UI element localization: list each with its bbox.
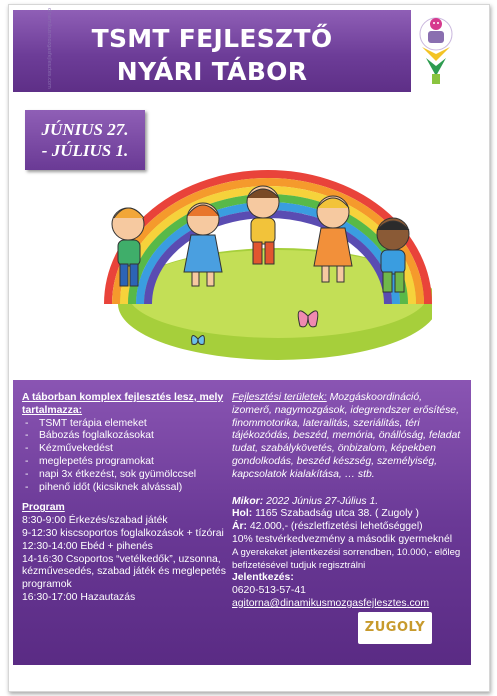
email-link[interactable]: agitorna@dinamikusmozgasfejlesztes.com (232, 597, 430, 609)
program-item: 9-12:30 kiscsoportos foglalkozások + tízórai (22, 527, 224, 539)
features-list (22, 418, 232, 495)
title-line-1: TSMT FEJLESZTŐ (91, 24, 333, 53)
figure-logo-icon (416, 14, 456, 90)
right-column (232, 392, 464, 611)
registration-note: A gyerekeket jelentkezési sorrendben, 10.000,- előleg befizetésével tudjuk regisztrálni (232, 546, 461, 571)
zugoly-logo (358, 612, 432, 644)
discount-text: 10% testvérkedvezmény a második gyermeknél (232, 533, 453, 545)
when-row (232, 496, 464, 509)
date-line-1: JÚNIUS 27. (41, 120, 129, 139)
price-row (232, 521, 464, 534)
program-item: 14-16:30 Csoportos “vetélkedők”, uzsonna, kézművesedés, szabad játék és meglepetés programok (22, 553, 226, 591)
price-value: 42.000,- (részletfizetési lehetőséggel) (247, 521, 423, 533)
when-label: Mikor: (232, 495, 264, 507)
apply-label: Jelentkezés: (232, 572, 294, 584)
where-value: 1165 Szabadság utca 38. ( Zugoly ) (252, 508, 419, 520)
title-line-2: NYÁRI TÁBOR (116, 57, 308, 86)
when-value: 2022 Június 27-Július 1. (263, 495, 379, 507)
list-item: - TSMT terápia elemeket (22, 418, 232, 431)
date-line-2: - JÚLIUS 1. (41, 141, 129, 160)
development-text: Mozgáskoordináció, izomerő, nagymozgások, idegrendszer erősítése, finommotorika, lateralitás, szeriálitás, téri tájékozódás, beszéd, memória, önállóság, feladat tudat, szabálykövetés, önbizalom, képekben gondolkodás, beszéd készség, személyiség, kapcsolatok kialakítása, … stb. (232, 392, 461, 480)
intro-text: A táborban komplex fejlesztés lesz, mely tartalmazza: (22, 392, 224, 416)
list-item: - pihenő időt (kicsiknek alvással) (22, 482, 232, 495)
program-item: 8:30-9:00 Érkezés/szabad játék (22, 515, 168, 527)
logo-website-text: dinamikusmozgasfejlesztes.com (46, 8, 52, 89)
program-item: 12:30-14:00 Ebéd + pihenés (22, 540, 153, 552)
program-item: 16:30-17:00 Hazautazás (22, 591, 136, 603)
price-label: Ár: (232, 521, 248, 533)
program-heading: Program (22, 502, 65, 514)
event-details (232, 496, 464, 611)
phone-number[interactable]: 0620-513-57-41 (232, 585, 306, 597)
list-item: - meglepetés programokat (22, 456, 232, 469)
date-box (25, 110, 145, 170)
title-banner (13, 10, 411, 92)
development-areas (232, 392, 464, 482)
development-heading: Fejlesztési területek: (232, 392, 327, 403)
left-column (22, 392, 232, 605)
zugoly-logo-text: ZUGOLY (364, 620, 426, 635)
list-item: - Bábozás foglalkozásokat (22, 430, 232, 443)
list-item: - Kézművekedést (22, 443, 232, 456)
where-row (232, 508, 464, 521)
list-item: - napi 3x étkezést, sok gyümölccsel (22, 469, 232, 482)
where-label: Hol: (232, 508, 253, 520)
